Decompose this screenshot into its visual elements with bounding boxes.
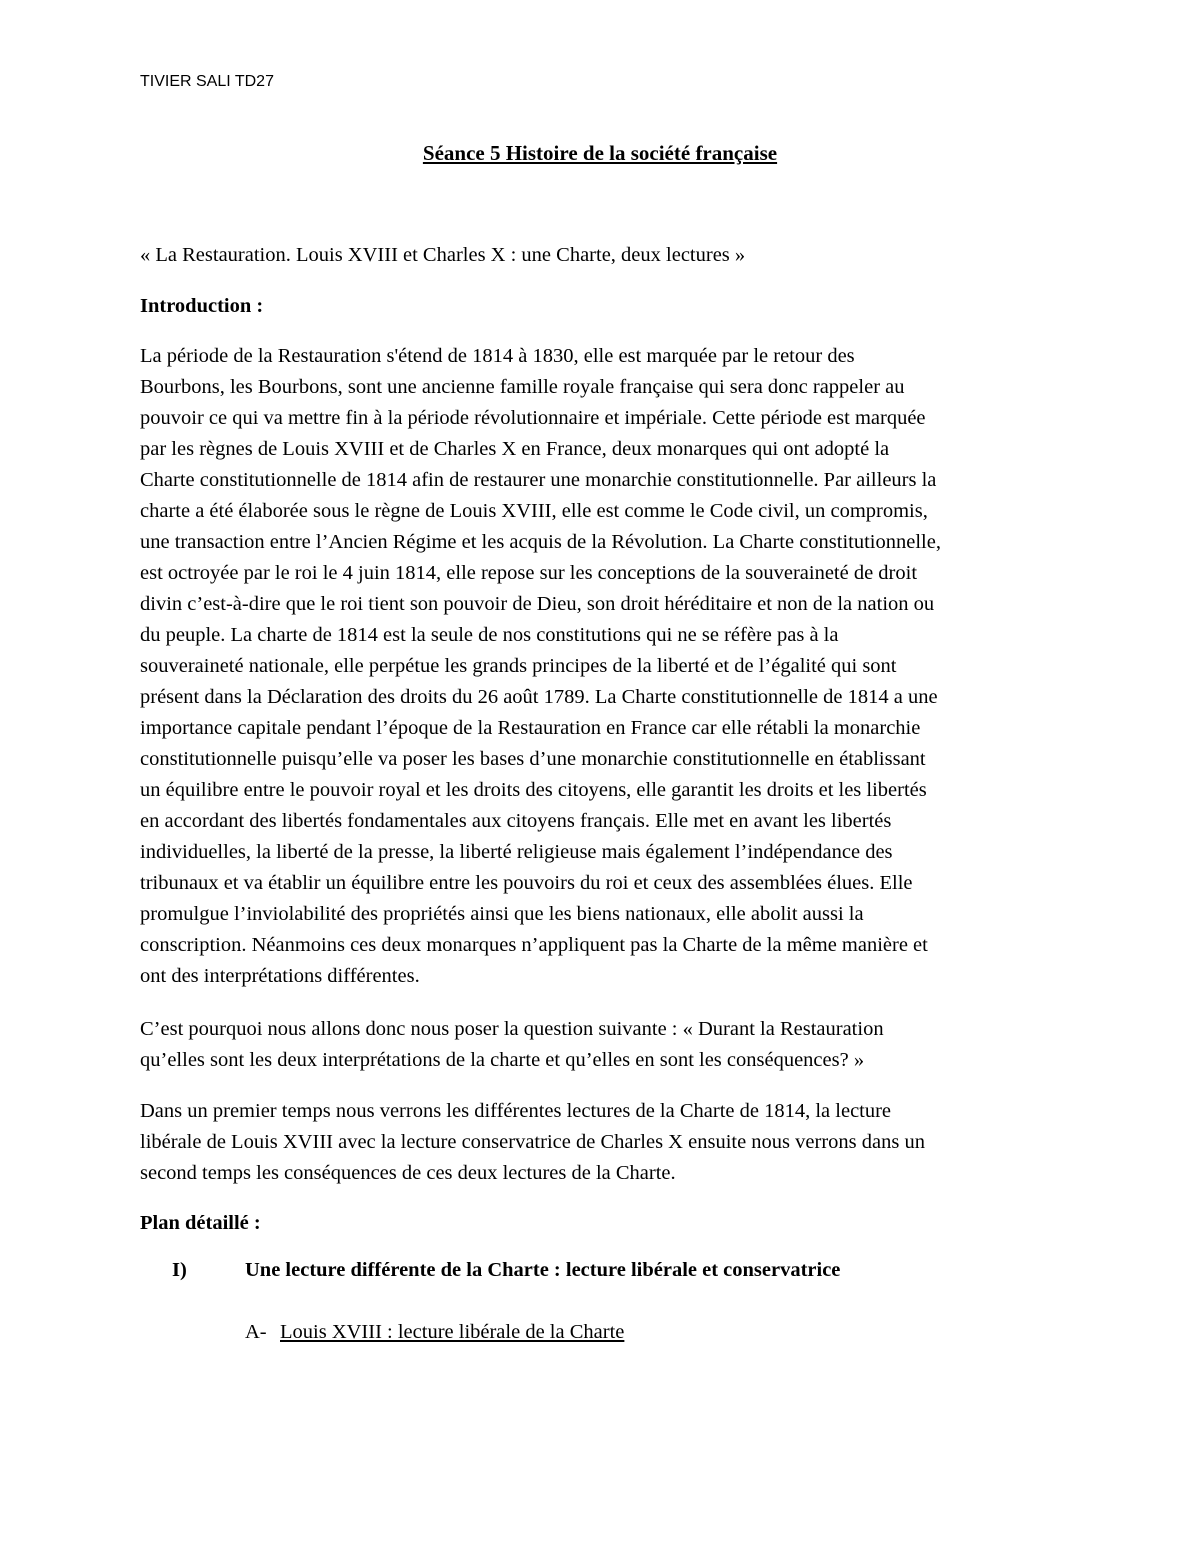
paragraph-line: charte a été élaborée sous le règne de Louis XVIII, elle est comme le Code civil, un compromis,: [140, 500, 928, 522]
paragraph-line: importance capitale pendant l’époque de la Restauration en France car elle rétabli la monarchie: [140, 717, 921, 739]
problematique-paragraph: [140, 1014, 1070, 1076]
paragraph-line: promulgue l’inviolabilité des propriétés ainsi que les biens nationaux, elle abolit aussi la: [140, 903, 864, 925]
paragraph-line: présent dans la Déclaration des droits du 26 août 1789. La Charte constitutionnelle de 1814 a une: [140, 686, 938, 708]
paragraph-line: pouvoir ce qui va mettre fin à la période révolutionnaire et impériale. Cette période est marquée: [140, 407, 926, 429]
paragraph-line: La période de la Restauration s'étend de 1814 à 1830, elle est marquée par le retour des: [140, 345, 855, 367]
paragraph-line: tribunaux et va établir un équilibre entre les pouvoirs du roi et ceux des assemblées élues. Elle: [140, 872, 913, 894]
paragraph-line: souveraineté nationale, elle perpétue les grands principes de la liberté et de l’égalité qui sont: [140, 655, 897, 677]
paragraph-line: C’est pourquoi nous allons donc nous poser la question suivante : « Durant la Restauration: [140, 1018, 884, 1040]
paragraph-line: second temps les conséquences de ces deux lectures de la Charte.: [140, 1162, 676, 1184]
subject-quote: « La Restauration. Louis XVIII et Charles X : une Charte, deux lectures »: [140, 244, 746, 266]
paragraph-line: Charte constitutionnelle de 1814 afin de restaurer une monarchie constitutionnelle. Par ailleurs la: [140, 469, 937, 491]
paragraph-line: libérale de Louis XVIII avec la lecture conservatrice de Charles X ensuite nous verrons dans un: [140, 1131, 925, 1153]
paragraph-line: conscription. Néanmoins ces deux monarques n’appliquent pas la Charte de la même manière et: [140, 934, 928, 956]
paragraph-line: Bourbons, les Bourbons, sont une ancienne famille royale française qui sera donc rappeler au: [140, 376, 905, 398]
paragraph-line: une transaction entre l’Ancien Régime et les acquis de la Révolution. La Charte constitutionnelle,: [140, 531, 941, 553]
paragraph-line: par les règnes de Louis XVIII et de Charles X en France, deux monarques qui ont adopté la: [140, 438, 890, 460]
introduction-heading: Introduction :: [140, 295, 264, 317]
part-one-number: I): [172, 1259, 187, 1281]
paragraph-line: divin c’est-à-dire que le roi tient son pouvoir de Dieu, son droit héréditaire et non de la nation ou: [140, 593, 935, 615]
annonce-plan-paragraph: [140, 1096, 1070, 1189]
plan-heading: Plan détaillé :: [140, 1212, 261, 1234]
paragraph-line: qu’elles sont les deux interprétations de la charte et qu’elles en sont les conséquences? »: [140, 1049, 865, 1071]
part-one-title: Une lecture différente de la Charte : lecture libérale et conservatrice: [245, 1259, 841, 1281]
paragraph-line: un équilibre entre le pouvoir royal et les droits des citoyens, elle garantit les droits et les libertés: [140, 779, 927, 801]
paragraph-line: Dans un premier temps nous verrons les différentes lectures de la Charte de 1814, la lecture: [140, 1100, 892, 1122]
paragraph-line: ont des interprétations différentes.: [140, 965, 420, 987]
paragraph-line: constitutionnelle puisqu’elle va poser les bases d’une monarchie constitutionnelle en établissant: [140, 748, 926, 770]
paragraph-line: du peuple. La charte de 1814 est la seule de nos constitutions qui ne se réfère pas à la: [140, 624, 839, 646]
paragraph-line: est octroyée par le roi le 4 juin 1814, elle repose sur les conceptions de la souveraineté de droit: [140, 562, 918, 584]
introduction-paragraph: [140, 341, 1070, 992]
paragraph-line: en accordant des libertés fondamentales aux citoyens français. Elle met en avant les libertés: [140, 810, 892, 832]
author-header: TIVIER SALI TD27: [140, 73, 274, 90]
page-title: Séance 5 Histoire de la société française: [422, 141, 778, 165]
subpart-a-number: A-: [245, 1321, 267, 1343]
paragraph-line: individuelles, la liberté de la presse, la liberté religieuse mais également l’indépendance des: [140, 841, 893, 863]
subpart-a-title: Louis XVIII : lecture libérale de la Charte: [280, 1321, 625, 1343]
